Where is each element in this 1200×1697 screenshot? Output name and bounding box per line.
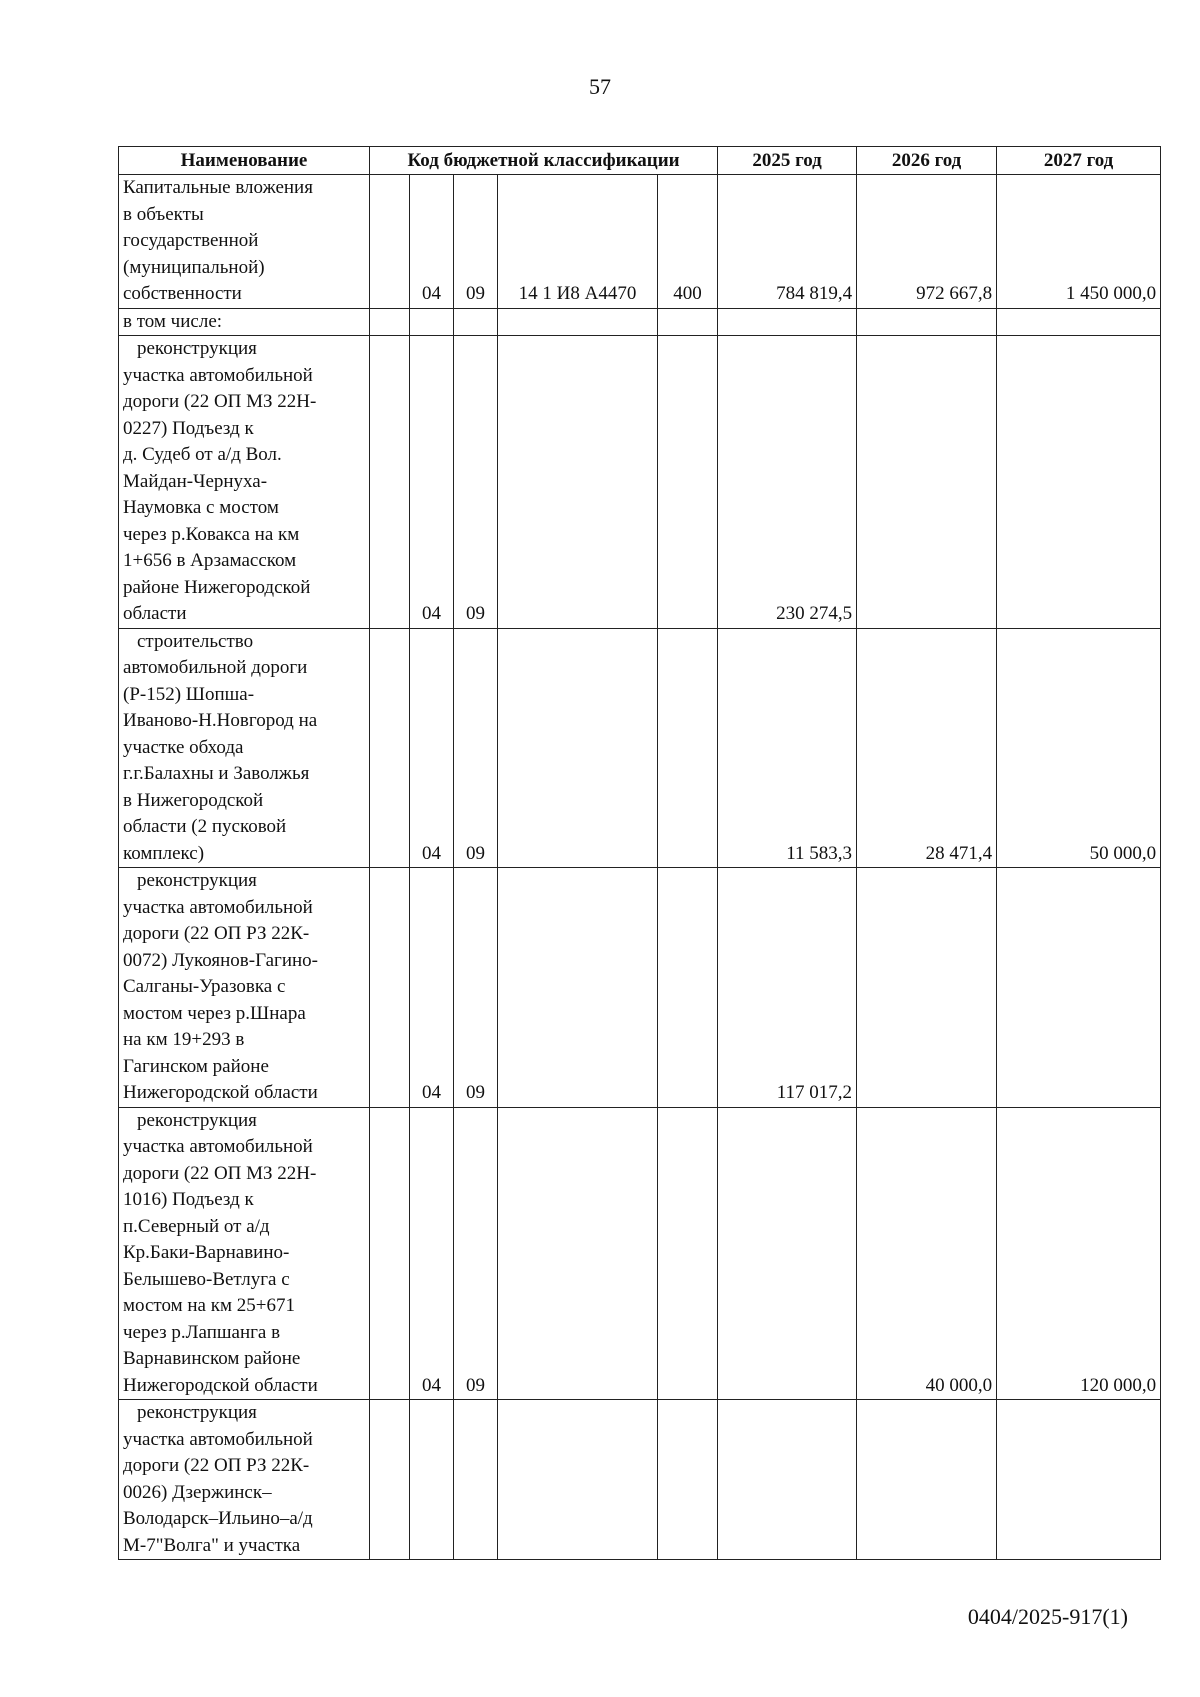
page-number: 57 [589, 74, 611, 99]
cell-expense-type [658, 1400, 718, 1560]
cell-expense-type [658, 628, 718, 868]
cell-subsection: 09 [454, 175, 498, 309]
cell-code-0 [370, 1107, 410, 1400]
cell-expense-type [658, 336, 718, 629]
cell-name: реконструкция участка автомобильной дороги (22 ОП МЗ 22Н- 1016) Подъезд к п.Северный от а/д Кр.Баки-Варнавино- Белышево-Ветлуга с мостом на км 25+671 через р.Лапшанга в Варнавинском районе Нижегородской области [119, 1107, 370, 1400]
cell-section: 04 [410, 336, 454, 629]
cell-section: 04 [410, 1107, 454, 1400]
cell-2025: 117 017,2 [718, 868, 857, 1108]
header-name: Наименование [119, 147, 370, 175]
cell-code-0 [370, 308, 410, 336]
cell-subsection: 09 [454, 1107, 498, 1400]
table-row [119, 868, 1161, 1108]
header-2026: 2026 год [857, 147, 997, 175]
cell-2027 [997, 868, 1161, 1108]
cell-2025: 784 819,4 [718, 175, 857, 309]
cell-subsection: 09 [454, 868, 498, 1108]
cell-2027: 120 000,0 [997, 1107, 1161, 1400]
header-2025: 2025 год [718, 147, 857, 175]
cell-2027: 1 450 000,0 [997, 175, 1161, 309]
cell-2025: 230 274,5 [718, 336, 857, 629]
cell-subsection: 09 [454, 628, 498, 868]
cell-name: реконструкция участка автомобильной дороги (22 ОП РЗ 22К- 0072) Лукоянов-Гагино- Салганы-Уразовка с мостом через р.Шнара на км 19+293 в Гагинском районе Нижегородской области [119, 868, 370, 1108]
cell-2025 [718, 1400, 857, 1560]
table-row [119, 308, 1161, 336]
cell-code-0 [370, 175, 410, 309]
table-row [119, 628, 1161, 868]
cell-expense-type: 400 [658, 175, 718, 309]
table-body [119, 175, 1161, 1560]
cell-2025 [718, 1107, 857, 1400]
cell-name: строительство автомобильной дороги (Р-152) Шопша- Иваново-Н.Новгород на участке обхода г.г.Балахны и Заволжья в Нижегородской области (2 пусковой комплекс) [119, 628, 370, 868]
cell-code-0 [370, 868, 410, 1108]
cell-target-article [498, 1107, 658, 1400]
footer-document-code: 0404/2025-917(1) [967, 1604, 1128, 1629]
cell-2027 [997, 1400, 1161, 1560]
cell-2025: 11 583,3 [718, 628, 857, 868]
budget-table [118, 146, 1161, 1560]
cell-expense-type [658, 1107, 718, 1400]
cell-target-article: 14 1 И8 А4470 [498, 175, 658, 309]
cell-code-0 [370, 1400, 410, 1560]
cell-2026 [857, 308, 997, 336]
cell-section [410, 1400, 454, 1560]
cell-2026: 40 000,0 [857, 1107, 997, 1400]
cell-name: в том числе: [119, 308, 370, 336]
header-row [119, 147, 1161, 175]
cell-2026: 972 667,8 [857, 175, 997, 309]
cell-subsection: 09 [454, 336, 498, 629]
cell-name: реконструкция участка автомобильной дороги (22 ОП МЗ 22Н- 0227) Подъезд к д. Судеб от а/д Вол. Майдан-Чернуха- Наумовка с мостом через р.Ковакса на км 1+656 в Арзамасском районе Нижегородской области [119, 336, 370, 629]
cell-name: реконструкция участка автомобильной дороги (22 ОП РЗ 22К- 0026) Дзержинск– Володарск–Ильино–а/д М-7"Волга" и участка [119, 1400, 370, 1560]
cell-target-article [498, 1400, 658, 1560]
cell-expense-type [658, 308, 718, 336]
table-row [119, 1400, 1161, 1560]
cell-2027: 50 000,0 [997, 628, 1161, 868]
cell-name: Капитальные вложения в объекты государственной (муниципальной) собственности [119, 175, 370, 309]
cell-subsection [454, 308, 498, 336]
table-row [119, 175, 1161, 309]
cell-2026 [857, 336, 997, 629]
cell-2026: 28 471,4 [857, 628, 997, 868]
cell-2027 [997, 336, 1161, 629]
cell-expense-type [658, 868, 718, 1108]
header-budget-code: Код бюджетной классификации [370, 147, 718, 175]
table-row [119, 1107, 1161, 1400]
cell-subsection [454, 1400, 498, 1560]
cell-code-0 [370, 628, 410, 868]
cell-target-article [498, 336, 658, 629]
cell-2026 [857, 868, 997, 1108]
cell-target-article [498, 308, 658, 336]
cell-target-article [498, 628, 658, 868]
cell-section [410, 308, 454, 336]
cell-section: 04 [410, 175, 454, 309]
cell-section: 04 [410, 868, 454, 1108]
cell-2025 [718, 308, 857, 336]
cell-2027 [997, 308, 1161, 336]
cell-section: 04 [410, 628, 454, 868]
cell-code-0 [370, 336, 410, 629]
header-2027: 2027 год [997, 147, 1161, 175]
table-row [119, 336, 1161, 629]
cell-2026 [857, 1400, 997, 1560]
cell-target-article [498, 868, 658, 1108]
